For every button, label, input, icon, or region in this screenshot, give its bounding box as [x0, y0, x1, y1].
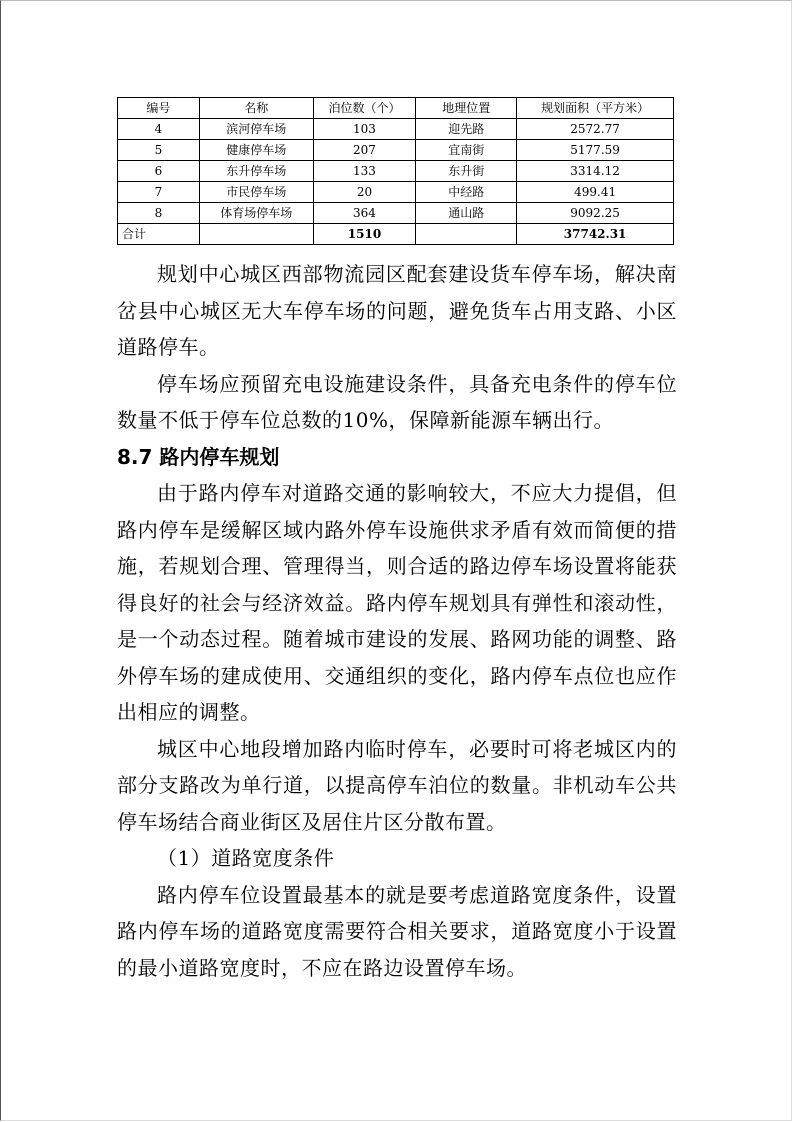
total-empty-name [199, 224, 313, 245]
paragraph-temporary-parking: 城区中心地段增加路内临时停车，必要时可将老城区内的部分支路改为单行道，以提高停车泊位的数量。非机动车公共停车场结合商业街区及居住片区分散布置。 [117, 736, 677, 834]
cell-location: 宜南街 [416, 140, 517, 161]
cell-location: 东升街 [416, 161, 517, 182]
cell-location: 迎先路 [416, 119, 517, 140]
table-row [118, 161, 674, 182]
header-location: 地理位置 [416, 98, 517, 119]
cell-id: 6 [118, 161, 200, 182]
cell-name: 东升停车场 [199, 161, 313, 182]
cell-name: 体育场停车场 [199, 203, 313, 224]
cell-name: 滨河停车场 [199, 119, 313, 140]
cell-area: 5177.59 [517, 140, 674, 161]
document-body [117, 256, 677, 986]
header-area: 规划面积（平方米） [517, 98, 674, 119]
cell-id: 8 [118, 203, 200, 224]
cell-name: 市民停车场 [199, 182, 313, 203]
section-heading: 8.7 路内停车规划 [117, 444, 280, 469]
cell-id: 5 [118, 140, 200, 161]
cell-area: 9092.25 [517, 203, 674, 224]
cell-spaces: 20 [313, 182, 416, 203]
total-label: 合计 [118, 224, 200, 245]
cell-area: 3314.12 [517, 161, 674, 182]
cell-id: 7 [118, 182, 200, 203]
total-area: 37742.31 [517, 224, 674, 245]
table-total-row [118, 224, 674, 245]
table-row [118, 182, 674, 203]
header-name: 名称 [199, 98, 313, 119]
cell-area: 499.41 [517, 182, 674, 203]
table-row [118, 203, 674, 224]
cell-location: 通山路 [416, 203, 517, 224]
cell-name: 健康停车场 [199, 140, 313, 161]
subheading-road-width: （1）道路宽度条件 [157, 846, 335, 870]
parking-table [117, 97, 674, 245]
cell-spaces: 207 [313, 140, 416, 161]
cell-spaces: 364 [313, 203, 416, 224]
paragraph-freight-parking: 规划中心城区西部物流园区配套建设货车停车场，解决南岔县中心城区无大车停车场的问题，避免货车占用支路、小区道路停车。 [117, 262, 677, 359]
paragraph-charging: 停车场应预留充电设施建设条件，具备充电条件的停车位数量不低于停车位总数的10%，保障新能源车辆出行。 [117, 371, 677, 432]
table-row [118, 119, 674, 140]
total-empty-location [416, 224, 517, 245]
cell-id: 4 [118, 119, 200, 140]
header-spaces: 泊位数（个） [313, 98, 416, 119]
table-header-row [118, 98, 674, 119]
table-row [118, 140, 674, 161]
cell-location: 中经路 [416, 182, 517, 203]
cell-spaces: 103 [313, 119, 416, 140]
total-spaces: 1510 [313, 224, 416, 245]
paragraph-on-street-intro: 由于路内停车对道路交通的影响较大，不应大力提倡，但路内停车是缓解区域内路外停车设施供求矛盾有效而简便的措施，若规划合理、管理得当，则合适的路边停车场设置将能获得良好的社会与经济效益。路内停车规划具有弹性和滚动性，是一个动态过程。随着城市建设的发展、路网功能的调整、路外停车场的建成使用、交通组织的变化，路内停车点位也应作出相应的调整。 [117, 481, 677, 724]
cell-area: 2572.77 [517, 119, 674, 140]
paragraph-road-width: 路内停车位设置最基本的就是要考虑道路宽度条件，设置路内停车场的道路宽度需要符合相关要求，道路宽度小于设置的最小道路宽度时，不应在路边设置停车场。 [117, 882, 677, 980]
header-id: 编号 [118, 98, 200, 119]
cell-spaces: 133 [313, 161, 416, 182]
